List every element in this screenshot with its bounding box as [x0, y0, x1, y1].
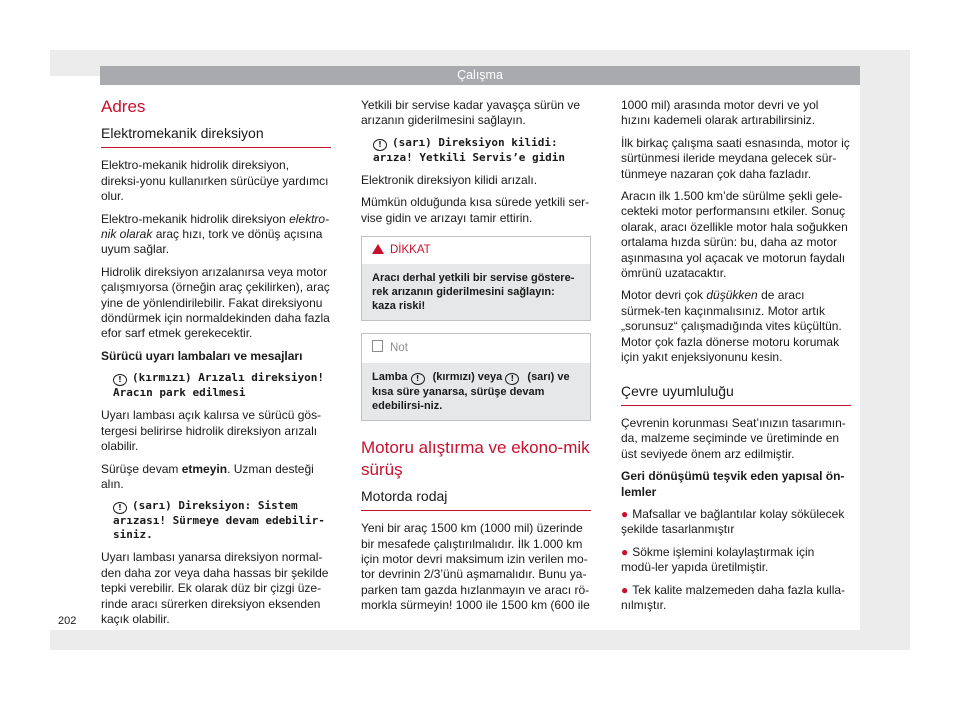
paragraph: Elektronik direksiyon kilidi arızalı.: [361, 172, 538, 187]
paragraph: Aracın ilk 1.500 km’de sürülme şekli gele-cekteki motor performansını etkiler. Sonuç olarak, aracı özellikle motor hala soğukken ortalama hızda sürün: bu, daha az motor aşınmasına yol açacak ve motorun faydalı ömrünü uzatacaktır.: [621, 189, 848, 281]
paragraph: Elektro-mekanik hidrolik direksiyon, direksi-yonu kullanırken sürücüye yardımcı olur.: [101, 158, 329, 204]
section-subtitle: Elektromekanik direksiyon: [101, 126, 331, 148]
paragraph: Uyarı lambası yanarsa direksiyon normal-den daha zor veya daha hassas bir şekilde tepki verebilir. Ek olarak düz bir çizgi üze-rinde aracı sürerken direksiyon eksenden kaçık olabilir.: [101, 550, 329, 626]
message-yellow-lock: ! (sarı) Direksiyon kilidi: arıza! Yetkili Servis’e gidin: [373, 135, 566, 164]
caution-label: DİKKAT: [390, 244, 431, 257]
caution-box: [361, 236, 591, 321]
section-subtitle: Çevre uyumluluğu: [621, 384, 851, 406]
warning-triangle-icon: [372, 244, 384, 254]
paragraph: Uyarı lambası açık kalırsa ve sürücü gös-tergesi belirirse hidrolik direksiyon arızalı olabilir.: [101, 408, 322, 454]
note-label: Not: [390, 342, 408, 355]
paragraph: Mümkün olduğunda kısa sürede yetkili ser-vise gidin ve arızayı tamir ettirin.: [361, 195, 590, 225]
steering-warning-icon: !: [505, 373, 519, 385]
page-number: 202: [58, 615, 77, 627]
bullet-icon: ●: [621, 506, 629, 521]
note-text: Lamba ! (kırmızı) veya ! (sarı) ve kısa süre yanarsa, sürüşe devam edebilirsi-niz.: [362, 363, 590, 420]
note-icon: [372, 340, 383, 352]
list-item: ● Tek kalite malzemeden daha fazla kulla-nılmıştır.: [621, 582, 846, 612]
list-item: ● Sökme işlemini kolaylaştırmak için modü-ler yapıda üretilmiştir.: [621, 544, 815, 575]
column-2: [361, 98, 591, 621]
bullet-icon: ●: [621, 544, 629, 559]
chapter-title: Adres: [101, 97, 146, 116]
recycle-heading: Geri dönüşümü teşvik eden yapısal ön-lemler: [621, 469, 845, 499]
paragraph: Sürüşe devam etmeyin. Uzman desteği alın.: [101, 461, 314, 491]
paragraph: Motor devri çok düşükken de aracı sürmek-ten kaçınmalısınız. Motor artık „sorunsuz“ çalışmadığında vites küçültün. Motor çok fazla dönerse motoru korumak için yakıt enjeksiyonunu kesin.: [621, 288, 842, 365]
caution-text: Aracı derhal yetkili bir servise göstere-rek arızanın giderilmesini sağlayın: kaza riski!: [362, 264, 590, 320]
list-item: ● Mafsallar ve bağlantılar kolay sökülecek şekilde tasarlanmıştır: [621, 506, 845, 537]
steering-warning-icon: !: [113, 502, 127, 514]
paragraph: Yetkili bir servise kadar yavaşça sürün ve arızanın giderilmesini sağlayın.: [361, 98, 580, 128]
paragraph: İlk birkaç çalışma saati esnasında, motor iç sürtünmesi ileride meydana gelecek sür-tünmeye nazaran çok daha fazladır.: [621, 135, 850, 181]
bullet-icon: ●: [621, 582, 629, 597]
paragraph: Çevrenin korunması Seat’ınızın tasarımın-da, malzeme seçiminde ve üretiminde en üst seviyede önem arz edilmiştir.: [621, 415, 846, 461]
message-yellow-steering: ! (sarı) Direksiyon: Sistem arızası! Sürmeye devam edebilir-siniz.: [113, 499, 325, 542]
paragraph: Hidrolik direksiyon arızalanırsa veya motor çalışmıyorsa (örneğin araç çekilirken), araç yine de yönlendirilebilir. Fakat direksiyonu döndürmek için normaldekinden daha fazla efor sarf etmek gerekecektir.: [101, 264, 330, 341]
note-box: [361, 333, 591, 420]
column-1: [101, 96, 331, 634]
paragraph: Elektro-mekanik hidrolik direksiyon elektro-nik olarak araç hızı, tork ve dönüş açısına uyum sağlar.: [101, 211, 330, 257]
chapter-title: Motoru alıştırma ve ekono-mik sürüş: [361, 437, 590, 479]
paragraph: 1000 mil) arasında motor devri ve yol hızını kademeli olarak artırabilirsiniz.: [621, 98, 819, 128]
column-3: [621, 98, 851, 620]
steering-warning-icon: !: [411, 373, 425, 385]
section-header: Çalışma: [100, 66, 860, 85]
message-red-steering: ! (kırmızı) Arızalı direksiyon! Aracın park edilmesi: [113, 371, 325, 400]
steering-warning-icon: !: [113, 374, 127, 386]
section-subtitle: Motorda rodaj: [361, 489, 591, 511]
steering-warning-icon: !: [373, 139, 387, 151]
paragraph: Yeni bir araç 1500 km (1000 mil) üzerinde bir mesafede çalıştırılmalıdır. İlk 1.000 km için motor devri maksimum izin verilen mo-tor devrinin 2/3’ünü aşmamalıdır. Bunu ya-parken tam gazda hızlanmayın ve aracı rö-morkla sürmeyin! 1000 ile 1500 km (600 ile: [361, 521, 590, 613]
warning-lamps-heading: Sürücü uyarı lambaları ve mesajları: [101, 348, 303, 363]
